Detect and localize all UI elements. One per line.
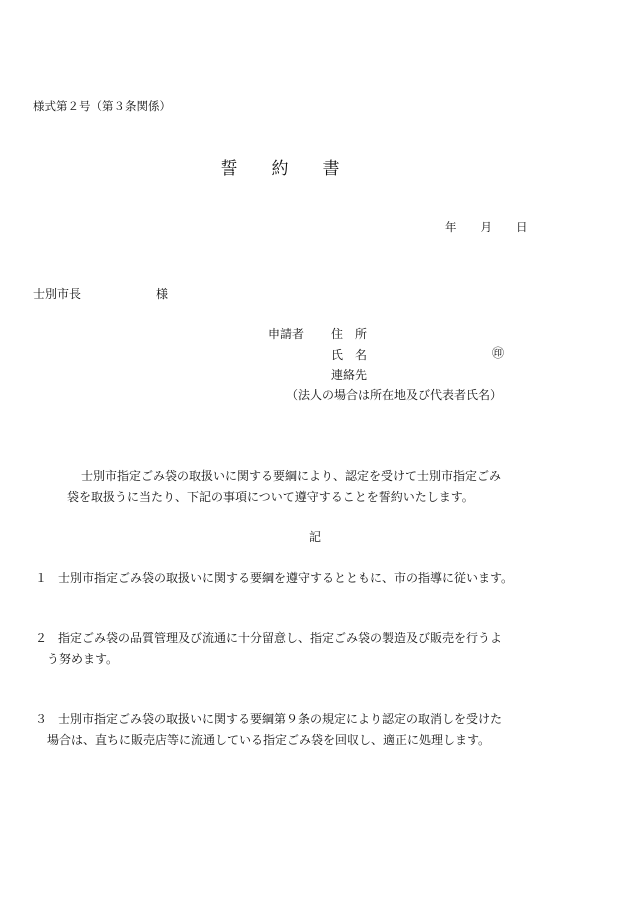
item-3-line-2: 場合は、直ちに販売店等に流通している指定ごみ袋を回収し、適正に処理します。 xyxy=(47,733,491,747)
addressee-honorific: 様 xyxy=(156,287,169,301)
addressee-name: 士別市長 xyxy=(33,287,82,301)
ki-heading: 記 xyxy=(308,530,321,544)
address-label: 住 所 xyxy=(331,327,368,341)
contact-label: 連絡先 xyxy=(331,368,368,382)
date-day-label: 日 xyxy=(516,220,528,234)
item-3-number: ３ xyxy=(35,712,48,726)
title-char-2: 約 xyxy=(271,159,289,179)
item-2-line-1: 指定ごみ袋の品質管理及び流通に十分留意し、指定ごみ袋の製造及び販売を行うよ xyxy=(58,631,503,645)
seal-mark: ㊞ xyxy=(492,346,505,360)
name-label: 氏 名 xyxy=(331,348,368,362)
form-number: 様式第２号（第３条関係） xyxy=(33,99,171,113)
item-1-line-1: 士別市指定ごみ袋の取扱いに関する要綱を遵守するとともに、市の指導に従います。 xyxy=(58,571,514,585)
title-char-3: 書 xyxy=(322,159,340,179)
title-char-1: 誓 xyxy=(220,159,238,179)
item-1-number: １ xyxy=(35,571,48,585)
item-3-line-1: 士別市指定ごみ袋の取扱いに関する要綱第９条の規定により認定の取消しを受けた xyxy=(58,712,503,726)
document-title xyxy=(0,161,560,178)
applicant-label: 申請者 xyxy=(268,327,305,341)
corporate-note: （法人の場合は所在地及び代表者氏名） xyxy=(286,388,503,402)
intro-line-1: 士別市指定ごみ袋の取扱いに関する要綱により、認定を受けて士別市指定ごみ xyxy=(81,469,502,483)
item-2-line-2: う努めます。 xyxy=(47,652,119,666)
date-month-label: 月 xyxy=(480,220,492,234)
date-line xyxy=(445,222,528,234)
item-2-number: ２ xyxy=(35,631,48,645)
intro-line-2: 袋を取扱うに当たり、下記の事項について遵守することを誓約いたします。 xyxy=(67,490,474,504)
date-year-label: 年 xyxy=(445,220,457,234)
